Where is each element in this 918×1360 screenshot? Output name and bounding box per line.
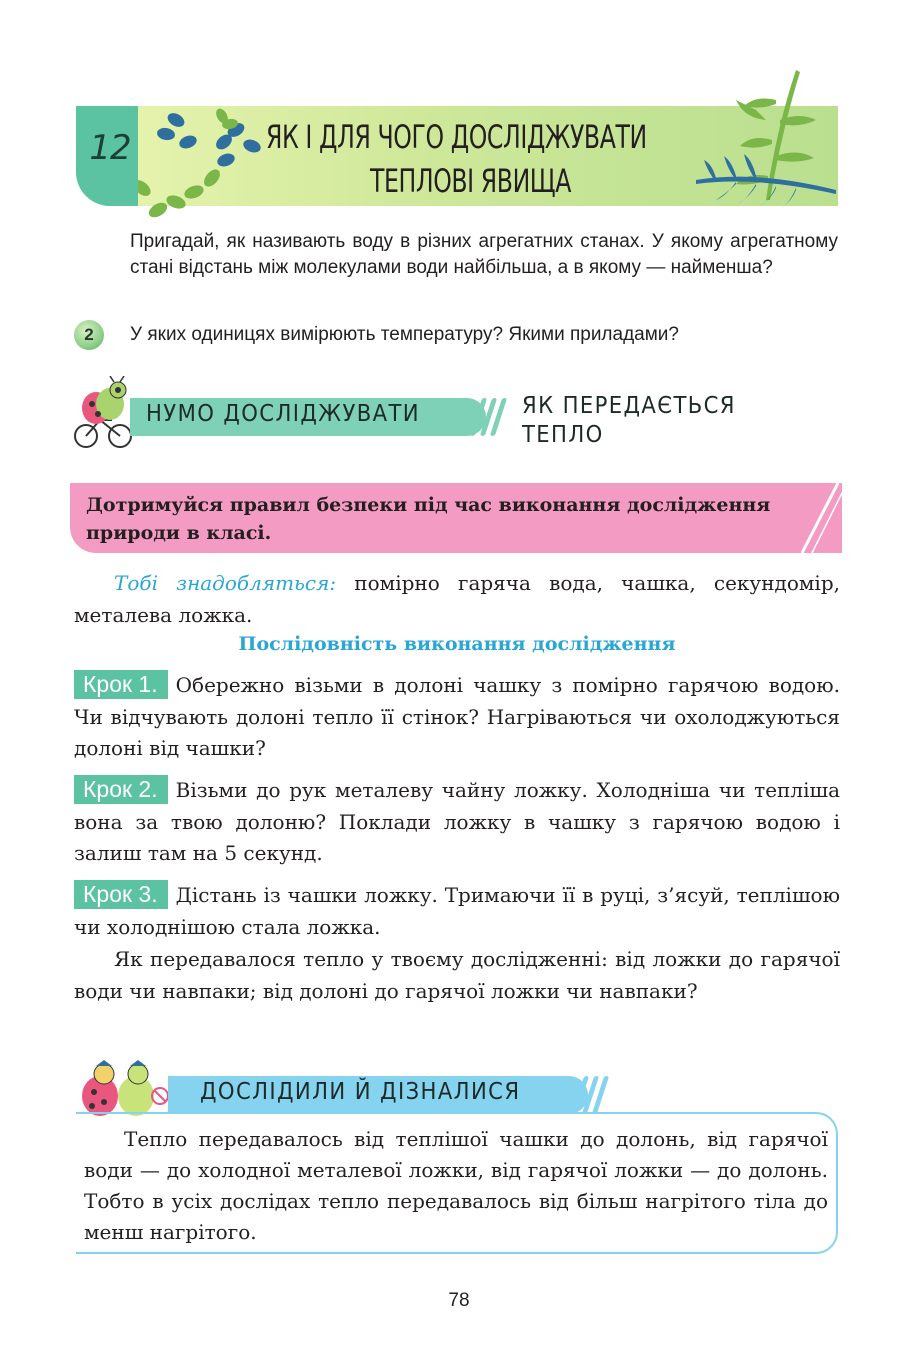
- safety-box-stripes: [780, 483, 842, 553]
- step-2-badge: Крок 2.: [74, 775, 168, 804]
- step-3-paragraph: [74, 880, 840, 943]
- learned-label: ДОСЛІДИЛИ Й ДІЗНАЛИСЯ: [200, 1079, 521, 1105]
- question-1-text: Пригадай, як називають воду в різних агрегатних станах. У якому агрегатному стані відстань між молекулами води найбільша, а в якому — найменша?: [130, 231, 838, 278]
- page-number: 78: [448, 1290, 470, 1311]
- safety-note-text: Дотримуйся правил безпеки під час виконання дослідження природи в класі.: [86, 494, 771, 544]
- lesson-title-line1: ЯК І ДЛЯ ЧОГО ДОСЛІДЖУВАТИ: [266, 118, 647, 156]
- step-3-text: Дістань із чашки ложку. Тримаючи її в руці, з’ясуй, теплішою чи холоднішою стала ложка.: [74, 883, 840, 939]
- step-2-text: Візьми до рук металеву чайну ложку. Холодніша чи тепліша вона за твою долоню? Поклади ложку в чашку з гарячою водою і залиш там на 5 секунд.: [74, 778, 840, 865]
- step-2-paragraph: [74, 775, 840, 870]
- sequence-title: Послідовність виконання дослідження: [238, 633, 676, 655]
- materials-text: помірно гаряча вода, чашка, секундомір, металева ложка.: [74, 571, 840, 627]
- materials-paragraph: [74, 568, 840, 631]
- step-1-badge: Крок 1.: [74, 670, 168, 699]
- question-2-text: У яких одиницях вимірюють температуру? Якими приладами?: [130, 324, 679, 345]
- question-2-badge: 2: [74, 320, 104, 350]
- research-topic: ЯК ПЕРЕДАЄТЬСЯ ТЕПЛО: [522, 393, 736, 448]
- learned-text: Тепло передавалось від теплішої чашки до долонь, від гарячої води — до холодної металевої ложки, від гарячої ложки — до долонь. Тобто в усіх дослідах тепло передавалось від більш нагрітого тіла до менш нагрітого.: [84, 1127, 828, 1244]
- lesson-title-line2: ТЕПЛОВІ ЯВИЩА: [370, 162, 571, 200]
- research-label: НУМО ДОСЛІДЖУВАТИ: [146, 401, 420, 427]
- step-1-paragraph: [74, 670, 840, 765]
- transfer-question: Як передавалося тепло у твоєму дослідженні: від ложки до гарячої води чи навпаки; від долоні до гарячої ложки чи навпаки?: [74, 947, 840, 1003]
- bug-on-bicycle-icon: [70, 376, 134, 450]
- materials-label: Тобі знадобляться:: [114, 571, 337, 595]
- lesson-number: 12: [89, 128, 131, 168]
- step-3-badge: Крок 3.: [74, 880, 168, 909]
- step-1-text: Обережно візьми в долоні чашку з помірно гарячою водою. Чи відчувають долоні тепло її стінок? Нагріваються чи охолоджуються долоні від чашки?: [74, 673, 840, 760]
